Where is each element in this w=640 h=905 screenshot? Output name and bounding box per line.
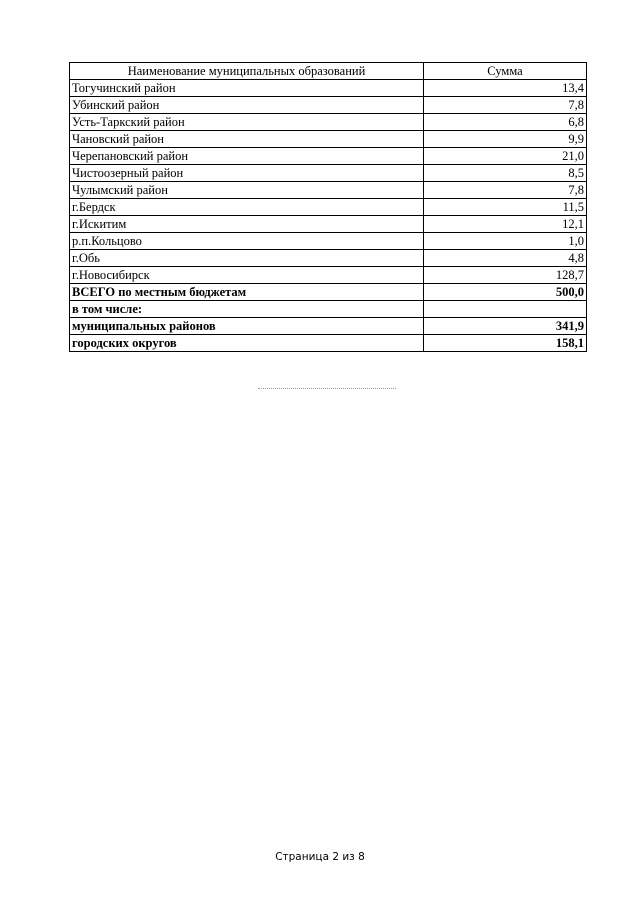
row-name: Убинский район (70, 97, 424, 114)
row-name: г.Бердск (70, 199, 424, 216)
including-label: в том числе: (70, 301, 424, 318)
municipal-districts-sum: 341,9 (424, 318, 587, 335)
header-sum: Сумма (424, 63, 587, 80)
table-row (70, 199, 587, 216)
row-name: Чулымский район (70, 182, 424, 199)
row-sum: 7,8 (424, 182, 587, 199)
total-label: ВСЕГО по местным бюджетам (70, 284, 424, 301)
row-name: Чистоозерный район (70, 165, 424, 182)
urban-districts-row (70, 335, 587, 352)
including-row (70, 301, 587, 318)
table-row (70, 233, 587, 250)
separator-line (258, 388, 396, 389)
row-sum: 8,5 (424, 165, 587, 182)
row-sum: 21,0 (424, 148, 587, 165)
row-sum: 13,4 (424, 80, 587, 97)
table-row (70, 250, 587, 267)
row-sum: 9,9 (424, 131, 587, 148)
row-sum: 4,8 (424, 250, 587, 267)
row-sum: 7,8 (424, 97, 587, 114)
table-header-row (70, 63, 587, 80)
including-sum (424, 301, 587, 318)
table-row (70, 148, 587, 165)
budget-table (69, 62, 587, 352)
row-sum: 11,5 (424, 199, 587, 216)
table-row (70, 114, 587, 131)
page-number: Страница 2 из 8 (275, 851, 365, 863)
table-row (70, 131, 587, 148)
row-name: г.Искитим (70, 216, 424, 233)
municipal-districts-row (70, 318, 587, 335)
header-name: Наименование муниципальных образований (70, 63, 424, 80)
table-row (70, 216, 587, 233)
row-name: Усть-Таркский район (70, 114, 424, 131)
row-name: Черепановский район (70, 148, 424, 165)
row-name: г.Новосибирск (70, 267, 424, 284)
row-sum: 128,7 (424, 267, 587, 284)
table-row (70, 80, 587, 97)
row-name: Чановский район (70, 131, 424, 148)
table-row (70, 97, 587, 114)
total-row (70, 284, 587, 301)
row-sum: 12,1 (424, 216, 587, 233)
table-row (70, 182, 587, 199)
table-row (70, 165, 587, 182)
row-sum: 1,0 (424, 233, 587, 250)
urban-districts-label: городских округов (70, 335, 424, 352)
total-sum: 500,0 (424, 284, 587, 301)
row-name: г.Обь (70, 250, 424, 267)
row-name: р.п.Кольцово (70, 233, 424, 250)
row-sum: 6,8 (424, 114, 587, 131)
urban-districts-sum: 158,1 (424, 335, 587, 352)
row-name: Тогучинский район (70, 80, 424, 97)
municipal-districts-label: муниципальных районов (70, 318, 424, 335)
table-row (70, 267, 587, 284)
